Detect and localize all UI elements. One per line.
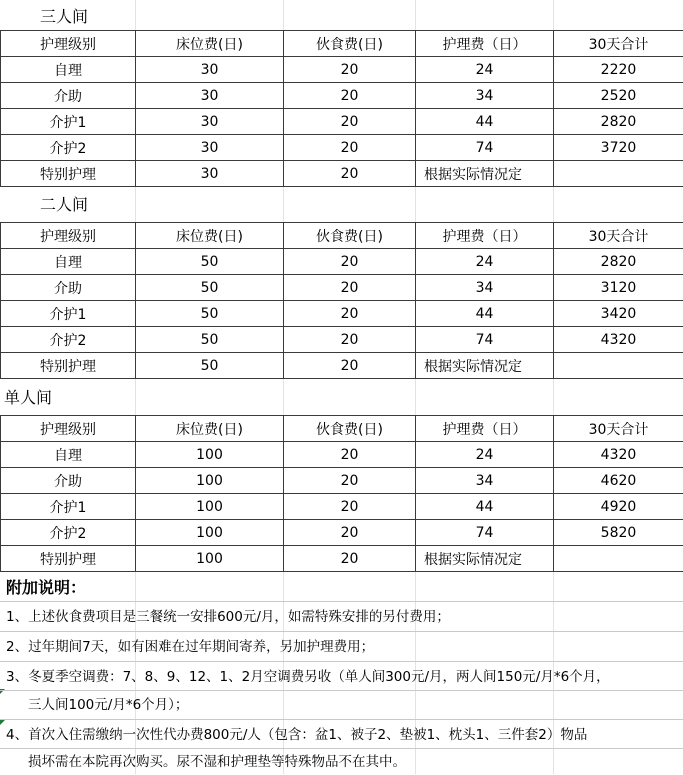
row-separator bbox=[0, 601, 683, 602]
table-cell[interactable]: 50 bbox=[136, 301, 284, 327]
table-cell[interactable]: 50 bbox=[136, 249, 284, 275]
table-cell[interactable]: 100 bbox=[136, 442, 284, 468]
fee-table-single-room bbox=[0, 415, 683, 572]
table-row bbox=[1, 275, 683, 301]
header-cell[interactable]: 伙食费(日) bbox=[284, 416, 416, 442]
table-row bbox=[1, 468, 683, 494]
table-cell[interactable]: 20 bbox=[284, 520, 416, 546]
table-cell[interactable]: 介护2 bbox=[1, 520, 136, 546]
table-cell[interactable]: 3420 bbox=[554, 301, 683, 327]
row-separator bbox=[0, 719, 683, 720]
table-cell[interactable]: 44 bbox=[416, 301, 554, 327]
table-row bbox=[1, 161, 683, 187]
row-separator bbox=[0, 690, 683, 691]
table-cell[interactable]: 介护1 bbox=[1, 494, 136, 520]
table-cell[interactable]: 50 bbox=[136, 327, 284, 353]
header-cell[interactable]: 床位费(日) bbox=[136, 31, 284, 57]
table-cell[interactable]: 20 bbox=[284, 442, 416, 468]
table-cell[interactable]: 44 bbox=[416, 494, 554, 520]
fee-table-double-room bbox=[0, 222, 683, 379]
table-row bbox=[1, 249, 683, 275]
table-cell[interactable]: 50 bbox=[136, 353, 284, 379]
row-separator bbox=[0, 631, 683, 632]
header-cell[interactable]: 30天合计 bbox=[554, 31, 683, 57]
table-header-row bbox=[1, 223, 683, 249]
table-row bbox=[1, 442, 683, 468]
table-cell[interactable]: 30 bbox=[136, 57, 284, 83]
header-cell[interactable]: 伙食费(日) bbox=[284, 31, 416, 57]
table-cell[interactable]: 20 bbox=[284, 327, 416, 353]
table-row bbox=[1, 353, 683, 379]
table-cell[interactable]: 20 bbox=[284, 275, 416, 301]
table-row bbox=[1, 57, 683, 83]
table-cell[interactable]: 20 bbox=[284, 161, 416, 187]
fee-table-triple-room bbox=[0, 30, 683, 187]
table-cell[interactable]: 特别护理 bbox=[1, 546, 136, 572]
table-cell[interactable]: 24 bbox=[416, 442, 554, 468]
table-cell[interactable]: 74 bbox=[416, 520, 554, 546]
header-cell[interactable]: 30天合计 bbox=[554, 223, 683, 249]
table-cell[interactable]: 介护1 bbox=[1, 301, 136, 327]
table-cell[interactable]: 4620 bbox=[554, 468, 683, 494]
table-cell[interactable]: 100 bbox=[136, 546, 284, 572]
note-line-3-cont[interactable]: 三人间100元/月*6个月）； bbox=[28, 692, 188, 718]
table-cell[interactable]: 根据实际情况定 bbox=[416, 353, 554, 379]
table-cell[interactable]: 介助 bbox=[1, 83, 136, 109]
table-cell[interactable]: 2520 bbox=[554, 83, 683, 109]
table-cell[interactable]: 3120 bbox=[554, 275, 683, 301]
table-cell[interactable]: 20 bbox=[284, 57, 416, 83]
header-cell[interactable]: 护理级别 bbox=[1, 223, 136, 249]
table-cell[interactable]: 特别护理 bbox=[1, 353, 136, 379]
table-cell[interactable]: 30 bbox=[136, 109, 284, 135]
table-row bbox=[1, 83, 683, 109]
table-row bbox=[1, 546, 683, 572]
table-cell[interactable]: 自理 bbox=[1, 57, 136, 83]
section-title-triple-room: 三人间 bbox=[40, 4, 88, 30]
table-row bbox=[1, 494, 683, 520]
note-line-1[interactable]: 1、上述伙食费项目是三餐统一安排600元/月，如需特殊安排的另付费用； bbox=[6, 604, 450, 630]
table-cell[interactable]: 34 bbox=[416, 275, 554, 301]
header-cell[interactable]: 护理费（日） bbox=[416, 416, 554, 442]
table-cell[interactable]: 特别护理 bbox=[1, 161, 136, 187]
table-cell[interactable]: 4920 bbox=[554, 494, 683, 520]
note-line-4[interactable]: 4、首次入住需缴纳一次性代办费800元/人（包含：盆1、被子2、垫被1、枕头1、三件套2）物品 bbox=[6, 722, 587, 748]
table-cell[interactable]: 介助 bbox=[1, 275, 136, 301]
table-cell[interactable]: 20 bbox=[284, 249, 416, 275]
table-cell[interactable]: 30 bbox=[136, 135, 284, 161]
table-cell[interactable]: 100 bbox=[136, 494, 284, 520]
note-line-2[interactable]: 2、过年期间7天，如有困难在过年期间寄养，另加护理费用； bbox=[6, 634, 374, 660]
table-row bbox=[1, 135, 683, 161]
table-cell[interactable]: 2820 bbox=[554, 249, 683, 275]
table-cell[interactable]: 介护2 bbox=[1, 135, 136, 161]
table-header-row bbox=[1, 416, 683, 442]
table-row bbox=[1, 327, 683, 353]
row-separator bbox=[0, 661, 683, 662]
cell-indicator-icon bbox=[0, 720, 5, 725]
note-line-3[interactable]: 3、冬夏季空调费：7、8、9、12、1、2月空调费另收（单人间300元/月，两人间150元/月*6个月， bbox=[6, 664, 610, 690]
table-row bbox=[1, 301, 683, 327]
header-cell[interactable]: 护理级别 bbox=[1, 31, 136, 57]
table-cell[interactable]: 74 bbox=[416, 327, 554, 353]
table-cell[interactable]: 20 bbox=[284, 109, 416, 135]
header-cell[interactable]: 30天合计 bbox=[554, 416, 683, 442]
table-cell[interactable]: 20 bbox=[284, 83, 416, 109]
header-cell[interactable]: 床位费(日) bbox=[136, 223, 284, 249]
table-cell[interactable]: 44 bbox=[416, 109, 554, 135]
note-line-4-cont[interactable]: 损坏需在本院再次购买。尿不湿和护理垫等特殊物品不在其中。 bbox=[28, 749, 406, 775]
table-cell[interactable]: 74 bbox=[416, 135, 554, 161]
notes-title: 附加说明： bbox=[6, 575, 86, 601]
table-cell[interactable]: 30 bbox=[136, 161, 284, 187]
table-cell[interactable]: 2820 bbox=[554, 109, 683, 135]
section-title-single-room: 单人间 bbox=[4, 385, 52, 411]
table-cell[interactable]: 根据实际情况定 bbox=[416, 546, 554, 572]
table-cell[interactable]: 自理 bbox=[1, 249, 136, 275]
table-row bbox=[1, 109, 683, 135]
table-cell[interactable]: 4320 bbox=[554, 442, 683, 468]
table-cell[interactable]: 介助 bbox=[1, 468, 136, 494]
header-cell[interactable]: 床位费(日) bbox=[136, 416, 284, 442]
table-row bbox=[1, 520, 683, 546]
header-cell[interactable]: 护理费（日） bbox=[416, 31, 554, 57]
table-cell[interactable]: 20 bbox=[284, 468, 416, 494]
table-cell[interactable]: 20 bbox=[284, 494, 416, 520]
table-cell[interactable]: 介护1 bbox=[1, 109, 136, 135]
table-cell[interactable]: 介护2 bbox=[1, 327, 136, 353]
table-cell[interactable]: 20 bbox=[284, 353, 416, 379]
header-cell[interactable]: 伙食费(日) bbox=[284, 223, 416, 249]
table-cell[interactable]: 20 bbox=[284, 135, 416, 161]
table-cell[interactable]: 34 bbox=[416, 468, 554, 494]
table-cell[interactable]: 自理 bbox=[1, 442, 136, 468]
table-cell[interactable]: 50 bbox=[136, 275, 284, 301]
table-cell[interactable]: 2220 bbox=[554, 57, 683, 83]
table-cell[interactable]: 20 bbox=[284, 546, 416, 572]
table-cell[interactable]: 24 bbox=[416, 249, 554, 275]
table-cell[interactable]: 根据实际情况定 bbox=[416, 161, 554, 187]
section-title-double-room: 二人间 bbox=[40, 192, 88, 218]
table-cell[interactable] bbox=[554, 546, 683, 572]
table-cell[interactable]: 100 bbox=[136, 468, 284, 494]
table-header-row bbox=[1, 31, 683, 57]
table-cell[interactable]: 100 bbox=[136, 520, 284, 546]
table-cell[interactable] bbox=[554, 353, 683, 379]
table-cell[interactable]: 20 bbox=[284, 301, 416, 327]
header-cell[interactable]: 护理费（日） bbox=[416, 223, 554, 249]
table-cell[interactable]: 34 bbox=[416, 83, 554, 109]
table-cell[interactable]: 4320 bbox=[554, 327, 683, 353]
table-cell[interactable]: 3720 bbox=[554, 135, 683, 161]
table-cell[interactable] bbox=[554, 161, 683, 187]
table-cell[interactable]: 30 bbox=[136, 83, 284, 109]
table-cell[interactable]: 24 bbox=[416, 57, 554, 83]
header-cell[interactable]: 护理级别 bbox=[1, 416, 136, 442]
table-cell[interactable]: 5820 bbox=[554, 520, 683, 546]
